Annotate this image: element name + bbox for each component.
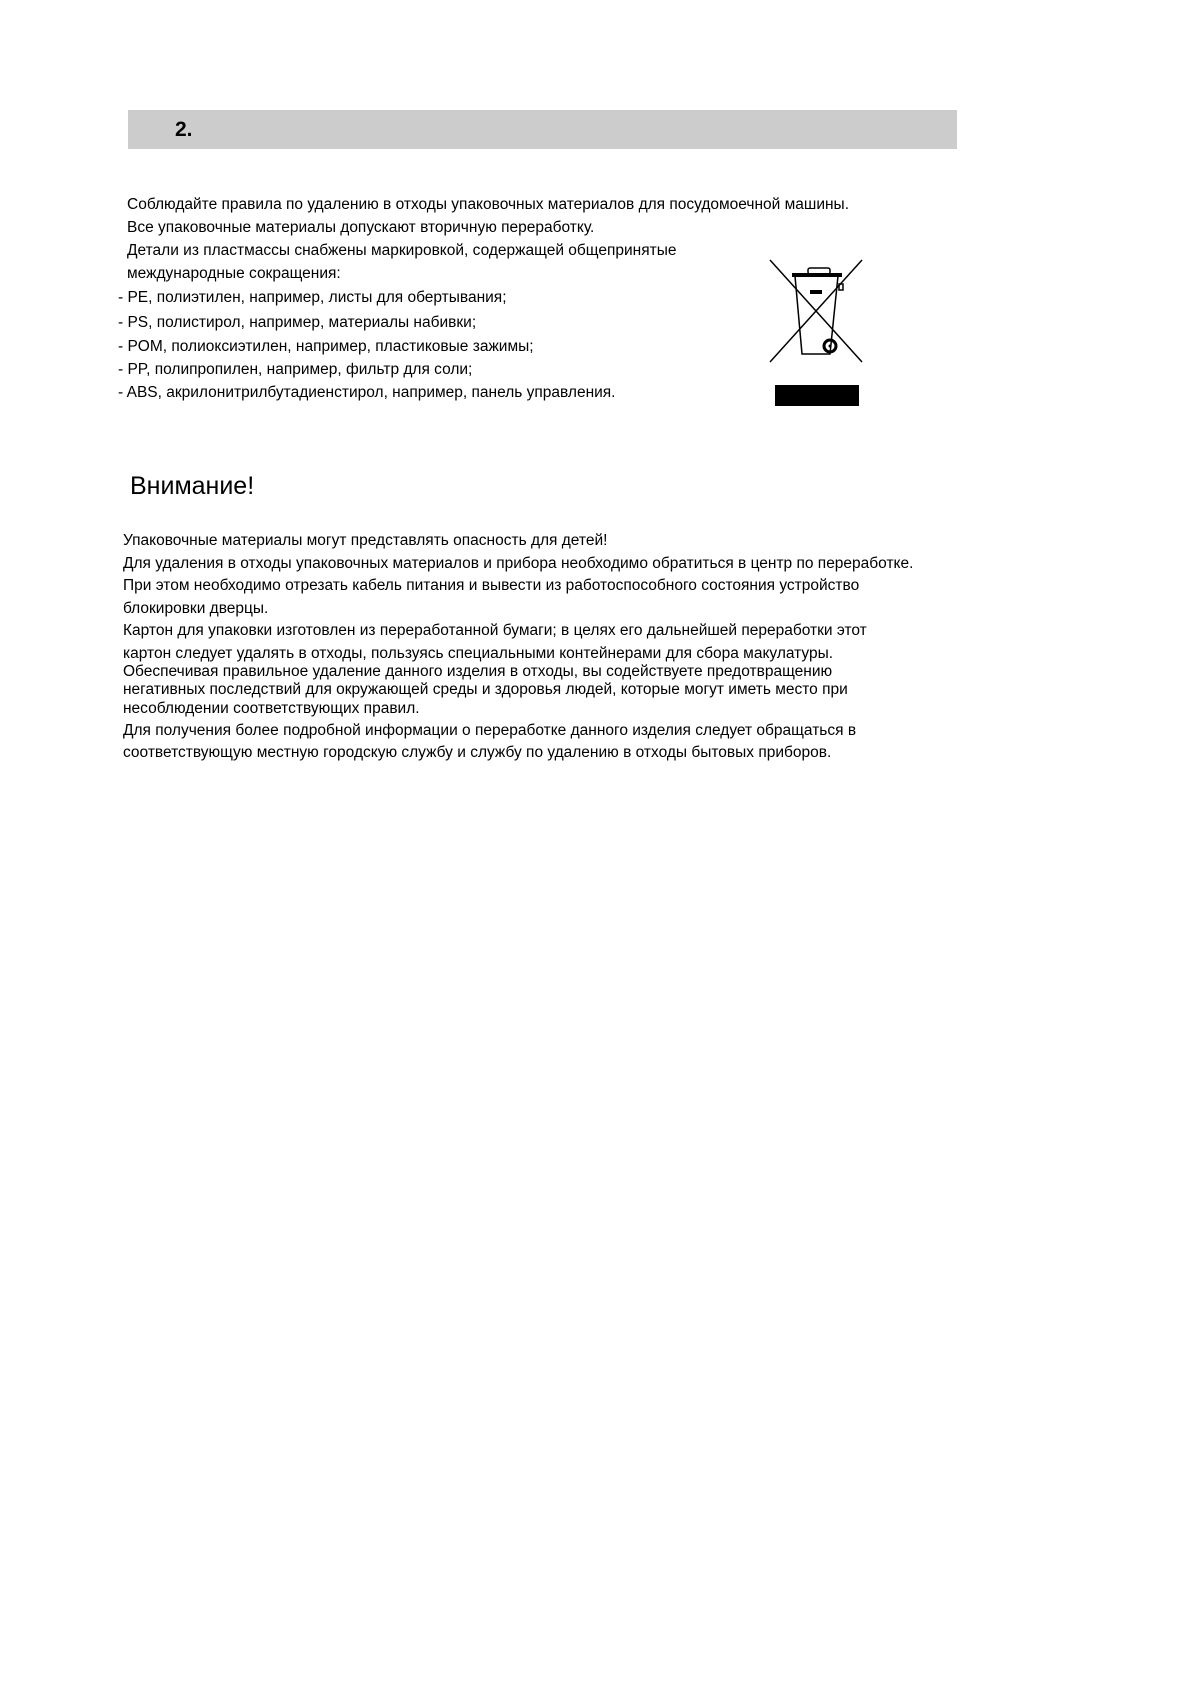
warning-title: Внимание! [130, 472, 255, 500]
intro-line: Детали из пластмассы снабжены маркировкой, содержащей общепринятые [127, 242, 677, 259]
warning-line: блокировки дверцы. [123, 600, 269, 617]
intro-line: Соблюдайте правила по удалению в отходы упаковочных материалов для посудомоечной машины. [127, 196, 849, 213]
material-item: - PS, полистирол, например, материалы набивки; [118, 314, 477, 331]
material-item: - ABS, акрилонитрилбутадиенстирол, например, панель управления. [118, 384, 616, 401]
intro-line: международные сокращения: [127, 265, 341, 282]
section-header-bar [128, 110, 957, 149]
black-bar-marking [775, 385, 859, 406]
material-item: - PP, полипропилен, например, фильтр для соли; [118, 361, 473, 378]
warning-line: негативных последствий для окружающей среды и здоровья людей, которые могут иметь место при [123, 681, 848, 698]
warning-line: Для удаления в отходы упаковочных материалов и прибора необходимо обратиться в центр по переработке. [123, 555, 914, 572]
material-item: - POM, полиоксиэтилен, например, пластиковые зажимы; [118, 338, 534, 355]
warning-line: соответствующую местную городскую службу и службу по удалению в отходы бытовых приборов. [123, 744, 832, 761]
warning-line: Картон для упаковки изготовлен из переработанной бумаги; в целях его дальнейшей переработки этот [123, 622, 867, 639]
warning-line: Обеспечивая правильное удаление данного изделия в отходы, вы содействуете предотвращению [123, 663, 833, 680]
warning-line: Для получения более подробной информации о переработке данного изделия следует обращаться в [123, 722, 857, 739]
warning-line: Упаковочные материалы могут представлять опасность для детей! [123, 532, 608, 549]
intro-line: Все упаковочные материалы допускают вторичную переработку. [127, 219, 595, 236]
material-item: - PE, полиэтилен, например, листы для обертывания; [118, 289, 507, 306]
warning-line: несоблюдении соответствующих правил. [123, 700, 420, 717]
warning-line: картон следует удалять в отходы, пользуясь специальными контейнерами для сбора макулатуры. [123, 645, 834, 662]
section-number: 2. [175, 118, 193, 141]
warning-line: При этом необходимо отрезать кабель питания и вывести из работоспособного состояния устройство [123, 577, 860, 594]
crossed-out-wheelie-bin-icon [768, 258, 864, 364]
